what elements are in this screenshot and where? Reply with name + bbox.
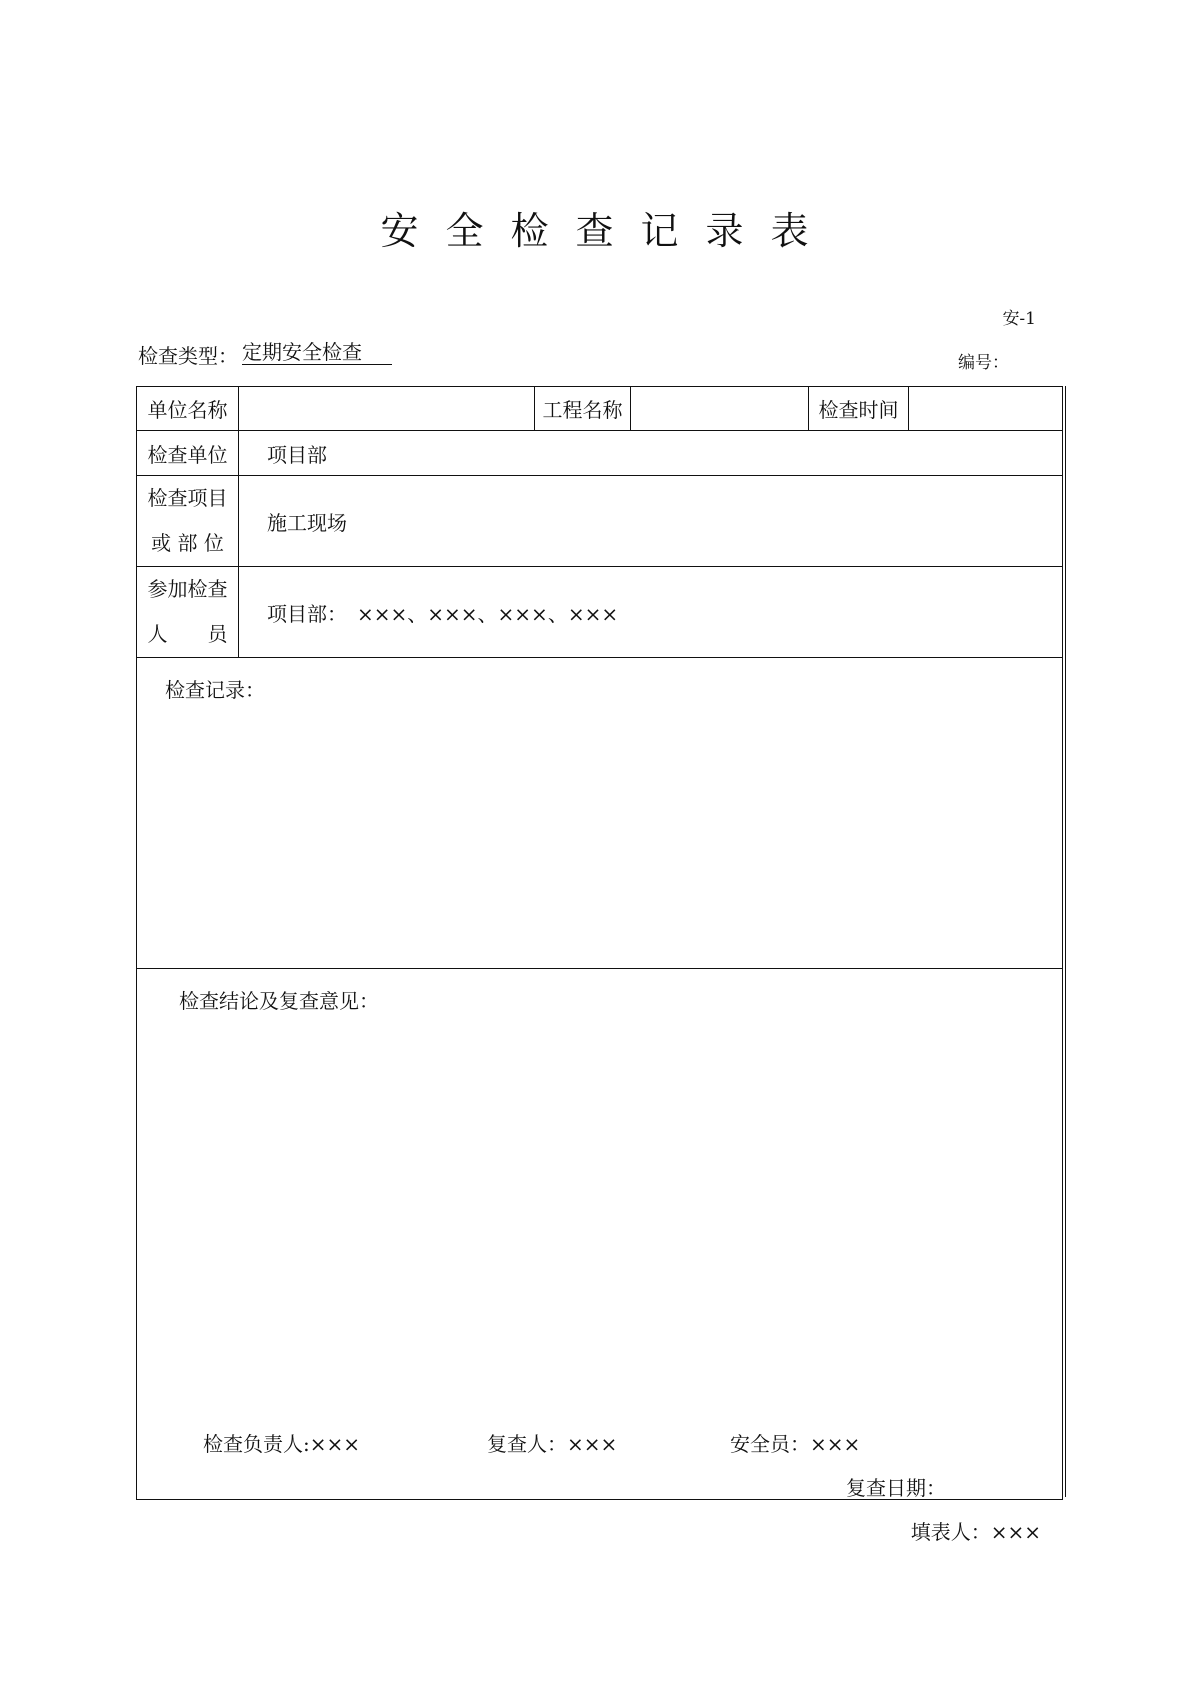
project-name-value: [631, 387, 809, 431]
leader-signature: 检查负责人:×××: [203, 1432, 361, 1456]
participants-value: 项目部： ×××、×××、×××、×××: [239, 567, 1063, 658]
unit-name-value: [239, 387, 535, 431]
check-time-label: 检查时间: [809, 387, 909, 431]
participants-label-line2: 人 员: [147, 622, 228, 646]
check-item-label-line1: 检查项目: [147, 486, 228, 510]
safety-officer-signature: 安全员：×××: [730, 1432, 861, 1456]
project-name-label: 工程名称: [535, 387, 631, 431]
check-item-label-line2: 或 部 位: [151, 531, 224, 555]
form-filler: 填表人：×××: [910, 1520, 1041, 1544]
check-unit-value: 项目部: [239, 431, 1063, 476]
record-section: [137, 658, 1063, 969]
participants-label: [137, 567, 239, 658]
outer-right-border: [1065, 386, 1066, 1497]
check-item-label: [137, 476, 239, 567]
reviewer-signature: 复查人：×××: [487, 1432, 618, 1456]
inspection-type-value: 定期安全检查: [242, 340, 392, 365]
page-title: 安全检查记录表: [380, 209, 836, 253]
record-label: 检查记录：: [165, 678, 265, 702]
conclusion-section: [137, 969, 1063, 1500]
check-time-value: [909, 387, 1063, 431]
participants-label-line1: 参加检查: [147, 577, 228, 601]
inspection-type-label: 检查类型：: [138, 344, 238, 368]
check-item-value: 施工现场: [239, 476, 1063, 567]
conclusion-label: 检查结论及复查意见：: [179, 989, 379, 1013]
check-unit-label: 检查单位: [137, 431, 239, 476]
unit-name-label: 单位名称: [137, 387, 239, 431]
inspection-form-table: [136, 386, 1063, 1500]
form-number: 安-1: [1002, 309, 1036, 329]
review-date: 复查日期：: [846, 1476, 946, 1500]
serial-label: 编号：: [958, 353, 1009, 373]
